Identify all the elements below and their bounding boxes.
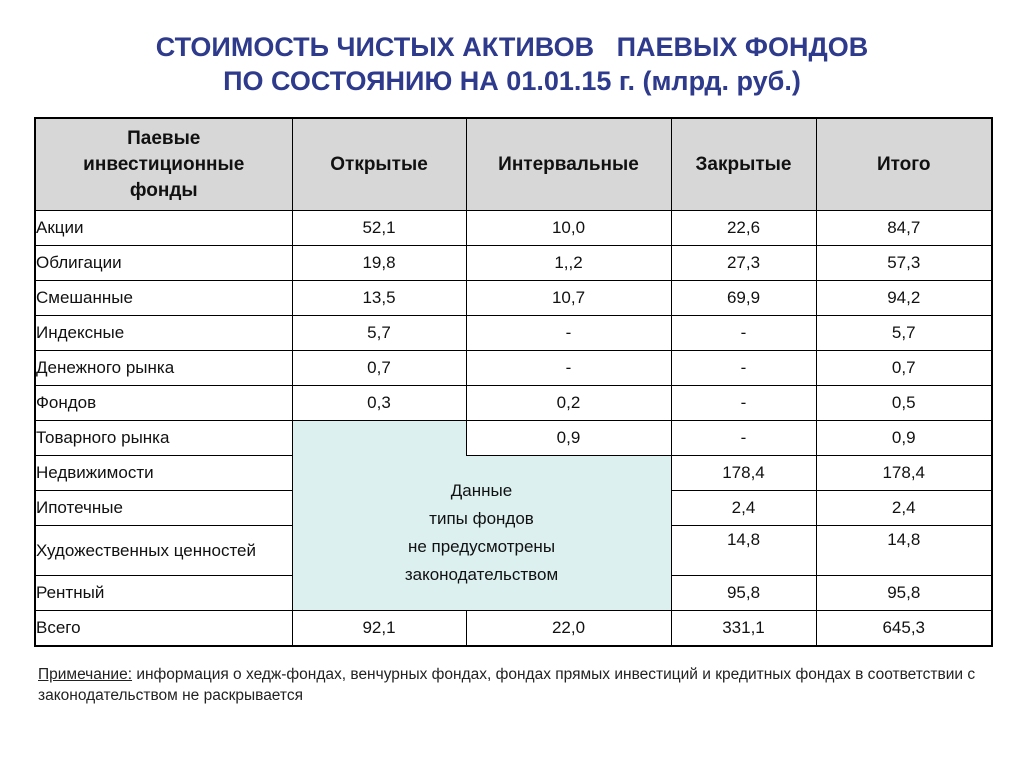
table-header-row: [35, 118, 992, 211]
cell-closed: 95,8: [671, 576, 816, 611]
row-label: Художественных ценностей: [35, 526, 292, 576]
cell-closed: -: [671, 421, 816, 456]
cell-open: 5,7: [292, 316, 466, 351]
footnote: [38, 664, 988, 706]
row-label: Всего: [35, 611, 292, 646]
footnote-text: информация о хедж-фондах, венчурных фондах, фондах прямых инвестиций и кредитных фондах в соответствии с законодательством не раскрывается: [38, 666, 976, 704]
row-label: Недвижимости: [35, 456, 292, 491]
row-label: Акции: [35, 211, 292, 246]
not-provided-line: Данные: [450, 481, 513, 500]
cell-open: 19,8: [292, 246, 466, 281]
cell-total: 0,9: [816, 421, 992, 456]
header-fund-type: Паевые инвестиционные фонды: [35, 118, 292, 211]
row-label: Облигации: [35, 246, 292, 281]
table-row: [35, 421, 992, 456]
row-label: Рентный: [35, 576, 292, 611]
cell-total: 0,7: [816, 351, 992, 386]
cell-closed: 178,4: [671, 456, 816, 491]
not-provided-note: [292, 456, 671, 611]
cell-total: 84,7: [816, 211, 992, 246]
header-open: Открытые: [292, 118, 466, 211]
cell-closed: 22,6: [671, 211, 816, 246]
cell-total: 57,3: [816, 246, 992, 281]
cell-closed: -: [671, 351, 816, 386]
cell-closed: 69,9: [671, 281, 816, 316]
row-label: Денежного рынка: [35, 351, 292, 386]
row-label: Смешанные: [35, 281, 292, 316]
header-total: Итого: [816, 118, 992, 211]
cell-closed: 331,1: [671, 611, 816, 646]
cell-closed: 27,3: [671, 246, 816, 281]
table-row: [35, 316, 992, 351]
header-closed: Закрытые: [671, 118, 816, 211]
funds-table: [34, 117, 993, 647]
cell-total: 94,2: [816, 281, 992, 316]
table-row: [35, 456, 992, 491]
not-provided-line: типы фондов: [429, 509, 534, 528]
cell-open: 0,7: [292, 351, 466, 386]
cell-total: 5,7: [816, 316, 992, 351]
cell-interval: 10,7: [466, 281, 671, 316]
cell-interval: 22,0: [466, 611, 671, 646]
cell-interval: 10,0: [466, 211, 671, 246]
row-label: Индексные: [35, 316, 292, 351]
table-row-total: [35, 611, 992, 646]
empty-shaded-cell: [292, 421, 466, 456]
cell-closed: 14,8: [671, 526, 816, 576]
not-provided-line: законодательством: [404, 565, 559, 584]
cell-total: 2,4: [816, 491, 992, 526]
cell-total: 14,8: [816, 526, 992, 576]
cell-closed: 2,4: [671, 491, 816, 526]
row-label: Ипотечные: [35, 491, 292, 526]
cell-open: 52,1: [292, 211, 466, 246]
cell-total: 0,5: [816, 386, 992, 421]
cell-total: 95,8: [816, 576, 992, 611]
cell-interval: -: [466, 316, 671, 351]
table-row: [35, 351, 992, 386]
cell-total: 178,4: [816, 456, 992, 491]
cell-interval: -: [466, 351, 671, 386]
cell-interval: 0,9: [466, 421, 671, 456]
cell-open: 0,3: [292, 386, 466, 421]
table-row: [35, 211, 992, 246]
table-row: [35, 246, 992, 281]
table-row: [35, 281, 992, 316]
cell-closed: -: [671, 316, 816, 351]
table-row: [35, 386, 992, 421]
cell-total: 645,3: [816, 611, 992, 646]
row-label: Товарного рынка: [35, 421, 292, 456]
header-interval: Интервальные: [466, 118, 671, 211]
cell-open: 92,1: [292, 611, 466, 646]
footnote-label: Примечание:: [38, 666, 133, 683]
page-title: СТОИМОСТЬ ЧИСТЫХ АКТИВОВ ПАЕВЫХ ФОНДОВ ПО СОСТОЯНИЮ НА 01.01.15 г. (млрд. руб.): [155, 32, 869, 96]
row-label: Фондов: [35, 386, 292, 421]
cell-closed: -: [671, 386, 816, 421]
cell-open: 13,5: [292, 281, 466, 316]
cell-interval: 1,,2: [466, 246, 671, 281]
not-provided-line: не предусмотрены: [407, 537, 556, 556]
cell-interval: 0,2: [466, 386, 671, 421]
